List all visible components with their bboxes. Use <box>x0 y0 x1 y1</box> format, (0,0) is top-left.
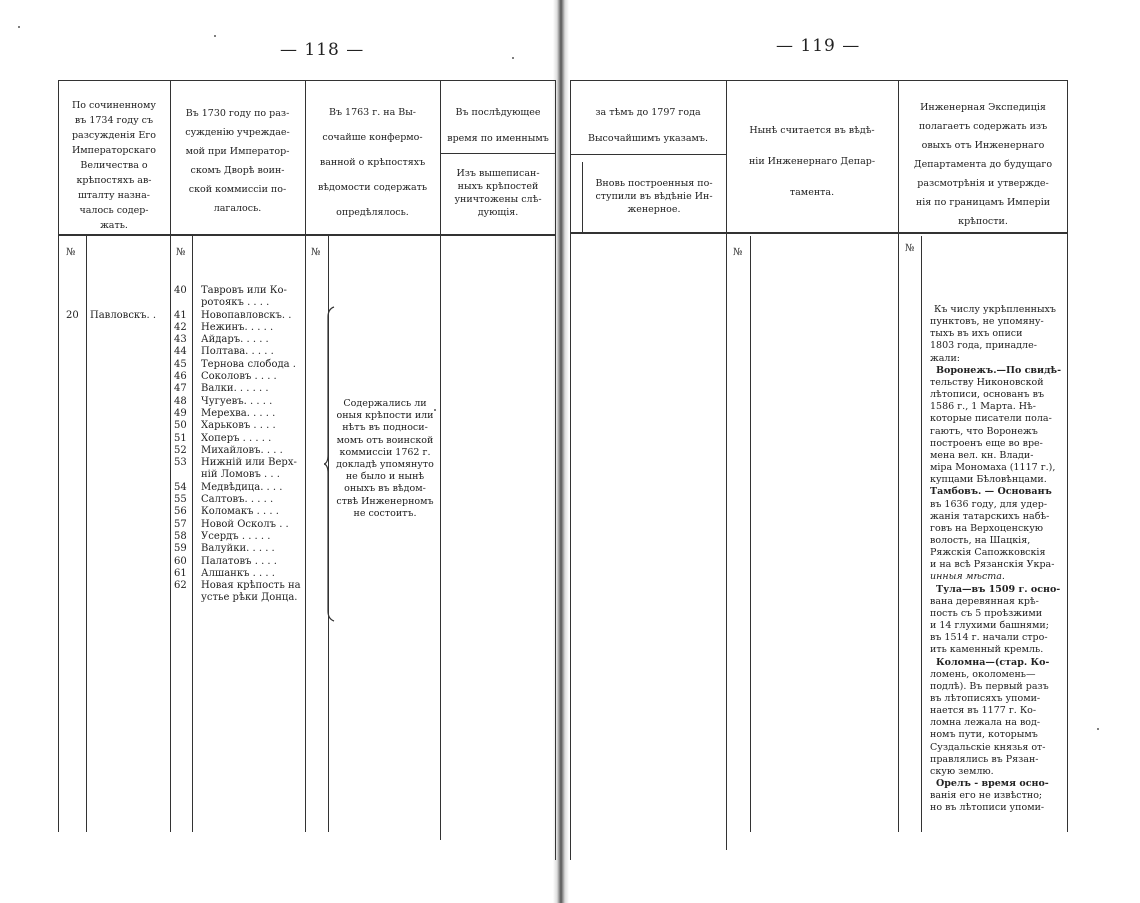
col7-history-text: Къ числу укрѣпленныхъ пунктовъ, не упомяну- тыхъ въ ихъ описи 1803 года, принадле- жали: Воронежъ.—По свидѣ- тельству Никоновской лѣтописи, основанъ въ 1586 г., 1 Марта. Нѣ- которые писатели пола- гаютъ, что Воронежъ построенъ еще во вре- мена вел. кн. Влади- міра Мономаха (1117 г.), купцами Бѣловѣнцами. Тамбовъ. — Основанъ въ 1636 году, для удер- жанія татарскихъ набѣ- говъ на Верхоценскую волость, на Шацкія, Ряжскія Сапожковскія и на всѣ Рязанскія Укра- инныя мѣста. Тула—въ 1509 г. осно- вана деревянная крѣ- пость съ 5 проѣзжими и 14 глухими башнями; въ 1514 г. начали стро- ить каменный кремль. Коломна—(стар. Ко- ломень, околомень— подлѣ). Въ первый разъ въ лѣтописяхъ упоми- нается въ 1177 г. Ко- ломна лежала на вод- номъ пути, которымъ Суздальскіе князья от- правлялись въ Рязан- скую землю. Орелъ - время осно- ванія его не извѣстно; но въ лѣтописи упоми- <box>930 304 1062 814</box>
header-col7: Инженерная Экспедиція полагаетъ содержать изъ овыхъ отъ Инженернаго Департамента до будущаго разсмотрѣнія и утвержде- нія по границамъ Имперіи крѣпости. <box>913 102 1053 227</box>
list-item: 54 Медвѣдица. . . . <box>174 481 283 493</box>
list-item: 59 Валуйки. . . . . <box>174 543 275 555</box>
list-item: устье рѣки Донца. <box>201 592 298 604</box>
list-item: 50 Харьковъ . . . . <box>174 420 276 432</box>
no-sign-col1: № <box>66 247 76 258</box>
header-col4-bottom: Изъ вышеписан- ныхъ крѣпостей уничтожены слѣ- дующія. <box>454 168 542 218</box>
header-col5-bottom: Вновь построенныя по- ступили въ вѣдѣніе Ин- женерное. <box>595 178 713 215</box>
no-sign-col6: № <box>733 247 743 258</box>
header-col5-top: за тѣмъ до 1797 года Высочайшимъ указамъ. <box>588 107 708 144</box>
header-col4-top: Въ послѣдующее время по именнымъ <box>447 107 549 144</box>
list-item: 62 Новая крѣпость на <box>174 580 301 592</box>
col1-entry-number: 20 <box>66 310 79 321</box>
scan-speck <box>214 35 216 37</box>
list-item: 41 Новопавловскъ. . <box>174 309 292 321</box>
header-col2: Въ 1730 году по раз- сужденію учреждае- мой при Император- скомъ Дворѣ воин- ской коммиссіи по- лагалось. <box>185 108 290 214</box>
header-col1: По сочиненному въ 1734 году съ разсужденія Его Императорскаго Величества о крѣпостяхъ ав- шталту назна- чалось содер- жать. <box>71 100 157 231</box>
list-item: ротоякъ . . . . <box>201 297 270 309</box>
scan-speck <box>512 57 514 59</box>
list-item: 42 Нежинъ. . . . . <box>174 321 274 333</box>
no-sign-col7: № <box>905 243 915 254</box>
list-item: 47 Валки. . . . . . <box>174 383 269 395</box>
no-sign-col2: № <box>176 247 186 258</box>
header-col3: Въ 1763 г. на Вы- сочайше конфермо- ванной о крѣпостяхъ вѣдомости содержать опредѣлялось. <box>317 107 428 218</box>
list-item: 48 Чугуевъ. . . . . <box>174 395 273 407</box>
list-item: 55 Салтовъ. . . . . <box>174 494 274 506</box>
scan-speck <box>1097 728 1099 730</box>
page-number-right: — 119 — <box>776 36 861 56</box>
list-item: 52 Михайловъ. . . . <box>174 444 283 456</box>
page-number-left: — 118 — <box>280 40 365 60</box>
list-item: 49 Мерехва. . . . . <box>174 407 276 419</box>
fortress-list <box>174 285 304 605</box>
list-item: ній Ломовъ . . . <box>201 469 280 481</box>
header-col6: Нынѣ считается въ вѣдѣ- ніи Инженернаго Депар- тамента. <box>748 125 876 198</box>
list-item: 45 Тернова слобода . <box>174 358 296 370</box>
list-item: 56 Коломакъ . . . . <box>174 506 279 518</box>
col3-note: Содержались ли оныя крѣпости или нѣтъ въ подноси- момъ отъ воинской коммиссіи 1762 г. докладѣ упомянуто не было и нынѣ оныхъ въ вѣдом- ствѣ Инженерномъ не состоитъ. <box>336 398 434 519</box>
list-item: 43 Айдаръ. . . . . <box>174 334 269 346</box>
list-item: 60 Палатовъ . . . . <box>174 555 277 567</box>
list-item: 53 Нижній или Верх- <box>174 457 297 469</box>
col1-entry-name: Павловскъ. . <box>90 310 157 321</box>
list-item: 61 Алшанкъ . . . . <box>174 567 275 579</box>
scan-speck <box>18 26 20 28</box>
list-item: 46 Соколовъ . . . . <box>174 371 277 383</box>
list-item: 44 Полтава. . . . . <box>174 346 274 358</box>
list-item: 58 Усердъ . . . . . <box>174 530 271 542</box>
scan-speck <box>434 409 436 411</box>
list-item: 57 Новой Осколъ . . <box>174 518 289 530</box>
list-item: 40 Тавровъ или Ко- <box>174 285 287 296</box>
list-item: 51 Хоперъ . . . . . <box>174 432 272 444</box>
no-sign-col3: № <box>311 247 321 258</box>
